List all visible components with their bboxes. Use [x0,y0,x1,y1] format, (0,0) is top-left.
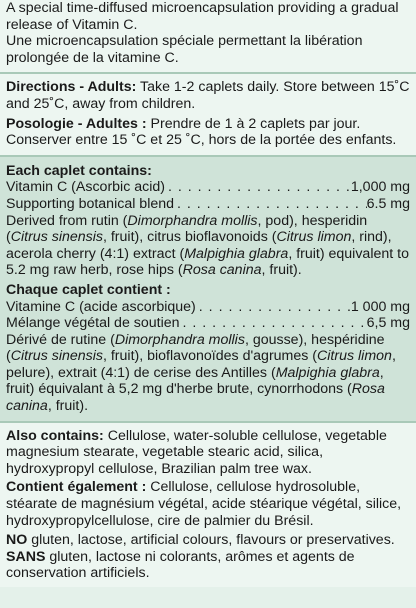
intro-section [0,0,416,72]
botanical-name: Citrus sinensis [10,348,103,365]
ingredient-name: Supporting botanical blend [6,195,175,212]
botanical-name: Malpighia glabra [275,364,380,381]
directions-en-label: Directions - Adults: [6,79,137,96]
ingredient-row [6,299,410,316]
directions-en [6,79,410,112]
also-contains-en-label: Also contains: [6,427,104,444]
ingredients-fr-heading-text: Chaque caplet contient : [6,281,171,298]
also-contains-en [6,428,410,478]
derived-text: , gousse), hespéridine ( [6,331,385,365]
ingredient-row [6,196,410,213]
ingredient-amount: 1,000 mg [350,179,410,196]
directions-fr [6,116,410,149]
also-contains-fr-text: Cellulose, cellulose hydrosoluble, stéarate de magnésium végétal, acide stéarique végétal, silice, hydroxypropylcellulose, cire de palmier du Brésil. [6,479,402,529]
botanical-name: Dimorphandra mollis [114,331,245,348]
free-of-fr [6,549,410,582]
derived-text: Dérivé de rutine ( [6,331,115,348]
directions-fr-label: Posologie - Adultes : [6,115,147,132]
intro-fr: Une microencapsulation spéciale permettant la libération prolongée de la vitamine C. [6,33,363,66]
free-of-fr-text: gluten, lactose ni colorants, arômes et agents de conservation artificiels. [6,548,355,582]
free-of-en-text: gluten, lactose, artificial colours, flavours or preservatives. [27,532,395,549]
ingredients-fr-heading [6,282,410,299]
ingredients-section [0,157,416,421]
derived-text: , pod), hesperidin ( [6,212,368,246]
free-of-fr-label: SANS [6,548,46,565]
also-contains-section [0,423,416,587]
botanical-name: Rosa canina [6,381,385,415]
ingredient-row [6,179,410,196]
botanical-name: Citrus limon [276,229,352,246]
ingredient-name: Mélange végétal de soutien [6,315,180,332]
derived-text: , fruit). [261,262,302,279]
intro-en: A special time-diffused microencapsulation providing a gradual release of Vitamin C. [6,0,399,33]
ingredients-fr-derived [6,332,410,415]
directions-fr-text: Prendre de 1 à 2 caplets par jour. Conserver entre 15 ˚C et 25 ˚C, hors de la portée des enfants. [6,115,397,149]
ingredient-amount: 1 000 mg [350,298,410,315]
ingredient-name: Vitamine C (acide ascorbique) [6,298,196,315]
leader-dots [165,179,351,196]
derived-text: , pelure), extrait (4:1) de cerise des Antilles ( [6,348,396,381]
directions-en-text: Take 1-2 caplets daily. Store between 15˚C and 25˚C, away from children. [6,79,410,112]
derived-text: , fruit) équivalant à 5,2 mg d'herbe brute, cynorrhodons ( [6,364,384,398]
derived-text: , fruit), bioflavonoïdes d'agrumes ( [102,348,318,365]
botanical-name: Malpighia glabra [184,245,289,262]
derived-text: Derived from rutin ( [6,212,128,229]
ingredient-row [6,315,410,332]
ingredients-en-heading-text: Each caplet contains: [6,162,152,179]
ingredients-en-derived [6,213,410,279]
ingredient-amount: 6.5 mg [366,195,410,212]
botanical-name: Citrus limon [317,348,392,365]
free-of-en [6,532,410,549]
botanical-name: Dimorphandra mollis [127,212,258,229]
derived-text: , fruit) equivalent to 5.2 mg raw herb, rose hips ( [6,245,409,279]
leader-dots [174,196,367,213]
also-contains-fr [6,479,410,529]
derived-text: , fruit), citrus bioflavonoids ( [102,229,277,246]
free-of-en-label: NO [6,532,28,549]
botanical-name: Citrus sinensis [10,229,103,246]
ingredients-en-heading [6,163,410,180]
ingredient-name: Vitamin C (Ascorbic acid) [6,179,165,196]
also-contains-en-text: Cellulose, water-soluble cellulose, vegetable magnesium stearate, vegetable stearic acid, silica, hydroxypropyl cellulose, Brazilian palm tree wax. [6,427,387,477]
leader-dots [196,299,351,316]
ingredient-amount: 6,5 mg [366,315,410,332]
also-contains-fr-label: Contient également : [6,479,147,496]
leader-dots [180,315,367,332]
botanical-name: Rosa canina [182,262,262,279]
derived-text: , fruit). [47,398,89,415]
derived-text: , rind), acerola cherry (4:1) extract ( [6,229,392,262]
directions-section [0,74,416,154]
